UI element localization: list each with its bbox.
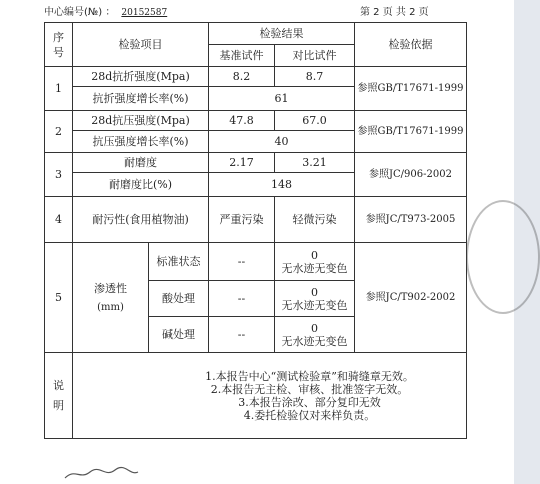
row3-sub-value: 148 xyxy=(209,173,355,197)
center-number-value: 20152587 xyxy=(121,8,168,18)
signature-scribble xyxy=(60,466,140,482)
header-item: 检验项目 xyxy=(73,23,209,67)
row3-ref: 2.17 xyxy=(209,153,275,173)
row5-seq: 5 xyxy=(45,243,73,353)
row3-cmp: 3.21 xyxy=(275,153,355,173)
row1-seq: 1 xyxy=(45,67,73,111)
row5-basis: 参照JC/T902-2002 xyxy=(355,243,467,353)
seal-stamp-fragment xyxy=(466,200,540,314)
note-item: 1.本报告中心“测试检验章”和骑缝章无效。 xyxy=(205,369,414,383)
row3-name: 耐磨度 xyxy=(73,153,209,173)
row1-ref: 8.2 xyxy=(209,67,275,87)
seepage-label: 渗透性 xyxy=(94,281,127,295)
seepage-state-cmp-note: 无水迹无变色 xyxy=(281,334,348,348)
test-results-table xyxy=(44,22,467,439)
row2-sub-value: 40 xyxy=(209,131,355,153)
seepage-state-cmp xyxy=(275,243,355,281)
page-info: 第 2 页 共 2 页 xyxy=(360,7,429,18)
row2-sub-name: 抗压强度增长率(%) xyxy=(73,131,209,153)
seepage-state-cmp-value: 0 xyxy=(311,285,318,299)
header-basis: 检验依据 xyxy=(355,23,467,67)
seepage-state-ref: -- xyxy=(209,243,275,281)
seepage-state-cmp-note: 无水迹无变色 xyxy=(281,261,348,275)
row4-ref: 严重污染 xyxy=(209,197,275,243)
note-item: 3.本报告涂改、部分复印无效 xyxy=(238,395,381,409)
row4-seq: 4 xyxy=(45,197,73,243)
seepage-state-cmp xyxy=(275,317,355,353)
seepage-state-ref: -- xyxy=(209,281,275,317)
notes-list xyxy=(73,353,467,439)
seepage-state-cmp-note: 无水迹无变色 xyxy=(281,298,348,312)
seepage-state-ref: -- xyxy=(209,317,275,353)
note-item: 2.本报告无主检、审核、批准签字无效。 xyxy=(210,382,409,396)
row4-name: 耐污性(食用植物油) xyxy=(73,197,209,243)
notes-label-text: 说明 xyxy=(53,378,64,412)
center-number xyxy=(44,3,167,18)
seepage-unit: (mm) xyxy=(97,301,124,313)
header-reference: 基准试件 xyxy=(209,45,275,67)
header-result: 检验结果 xyxy=(209,23,355,45)
seepage-state-label: 碱处理 xyxy=(149,317,209,353)
notes-label xyxy=(45,353,73,439)
seepage-state-label: 酸处理 xyxy=(149,281,209,317)
row2-ref: 47.8 xyxy=(209,111,275,131)
row2-basis: 参照GB/T17671-1999 xyxy=(355,111,467,153)
row3-seq: 3 xyxy=(45,153,73,197)
row1-sub-value: 61 xyxy=(209,87,355,111)
seepage-state-label: 标准状态 xyxy=(149,243,209,281)
seepage-state-cmp xyxy=(275,281,355,317)
row1-name: 28d抗折强度(Mpa) xyxy=(73,67,209,87)
seepage-state-cmp-value: 0 xyxy=(311,248,318,262)
row5-name xyxy=(73,243,149,353)
row3-sub-name: 耐磨度比(%) xyxy=(73,173,209,197)
row4-cmp: 轻微污染 xyxy=(275,197,355,243)
row2-cmp: 67.0 xyxy=(275,111,355,131)
header-seq: 序号 xyxy=(45,23,73,67)
row1-sub-name: 抗折强度增长率(%) xyxy=(73,87,209,111)
header-compare: 对比试件 xyxy=(275,45,355,67)
row2-seq: 2 xyxy=(45,111,73,153)
row1-basis: 参照GB/T17671-1999 xyxy=(355,67,467,111)
note-item: 4.委托检验仅对来样负责。 xyxy=(243,408,376,422)
seepage-state-cmp-value: 0 xyxy=(311,321,318,335)
row4-basis: 参照JC/T973-2005 xyxy=(355,197,467,243)
center-number-label: 中心编号(№) ： xyxy=(44,7,116,18)
row2-name: 28d抗压强度(Mpa) xyxy=(73,111,209,131)
row3-basis: 参照JC/906-2002 xyxy=(355,153,467,197)
row1-cmp: 8.7 xyxy=(275,67,355,87)
